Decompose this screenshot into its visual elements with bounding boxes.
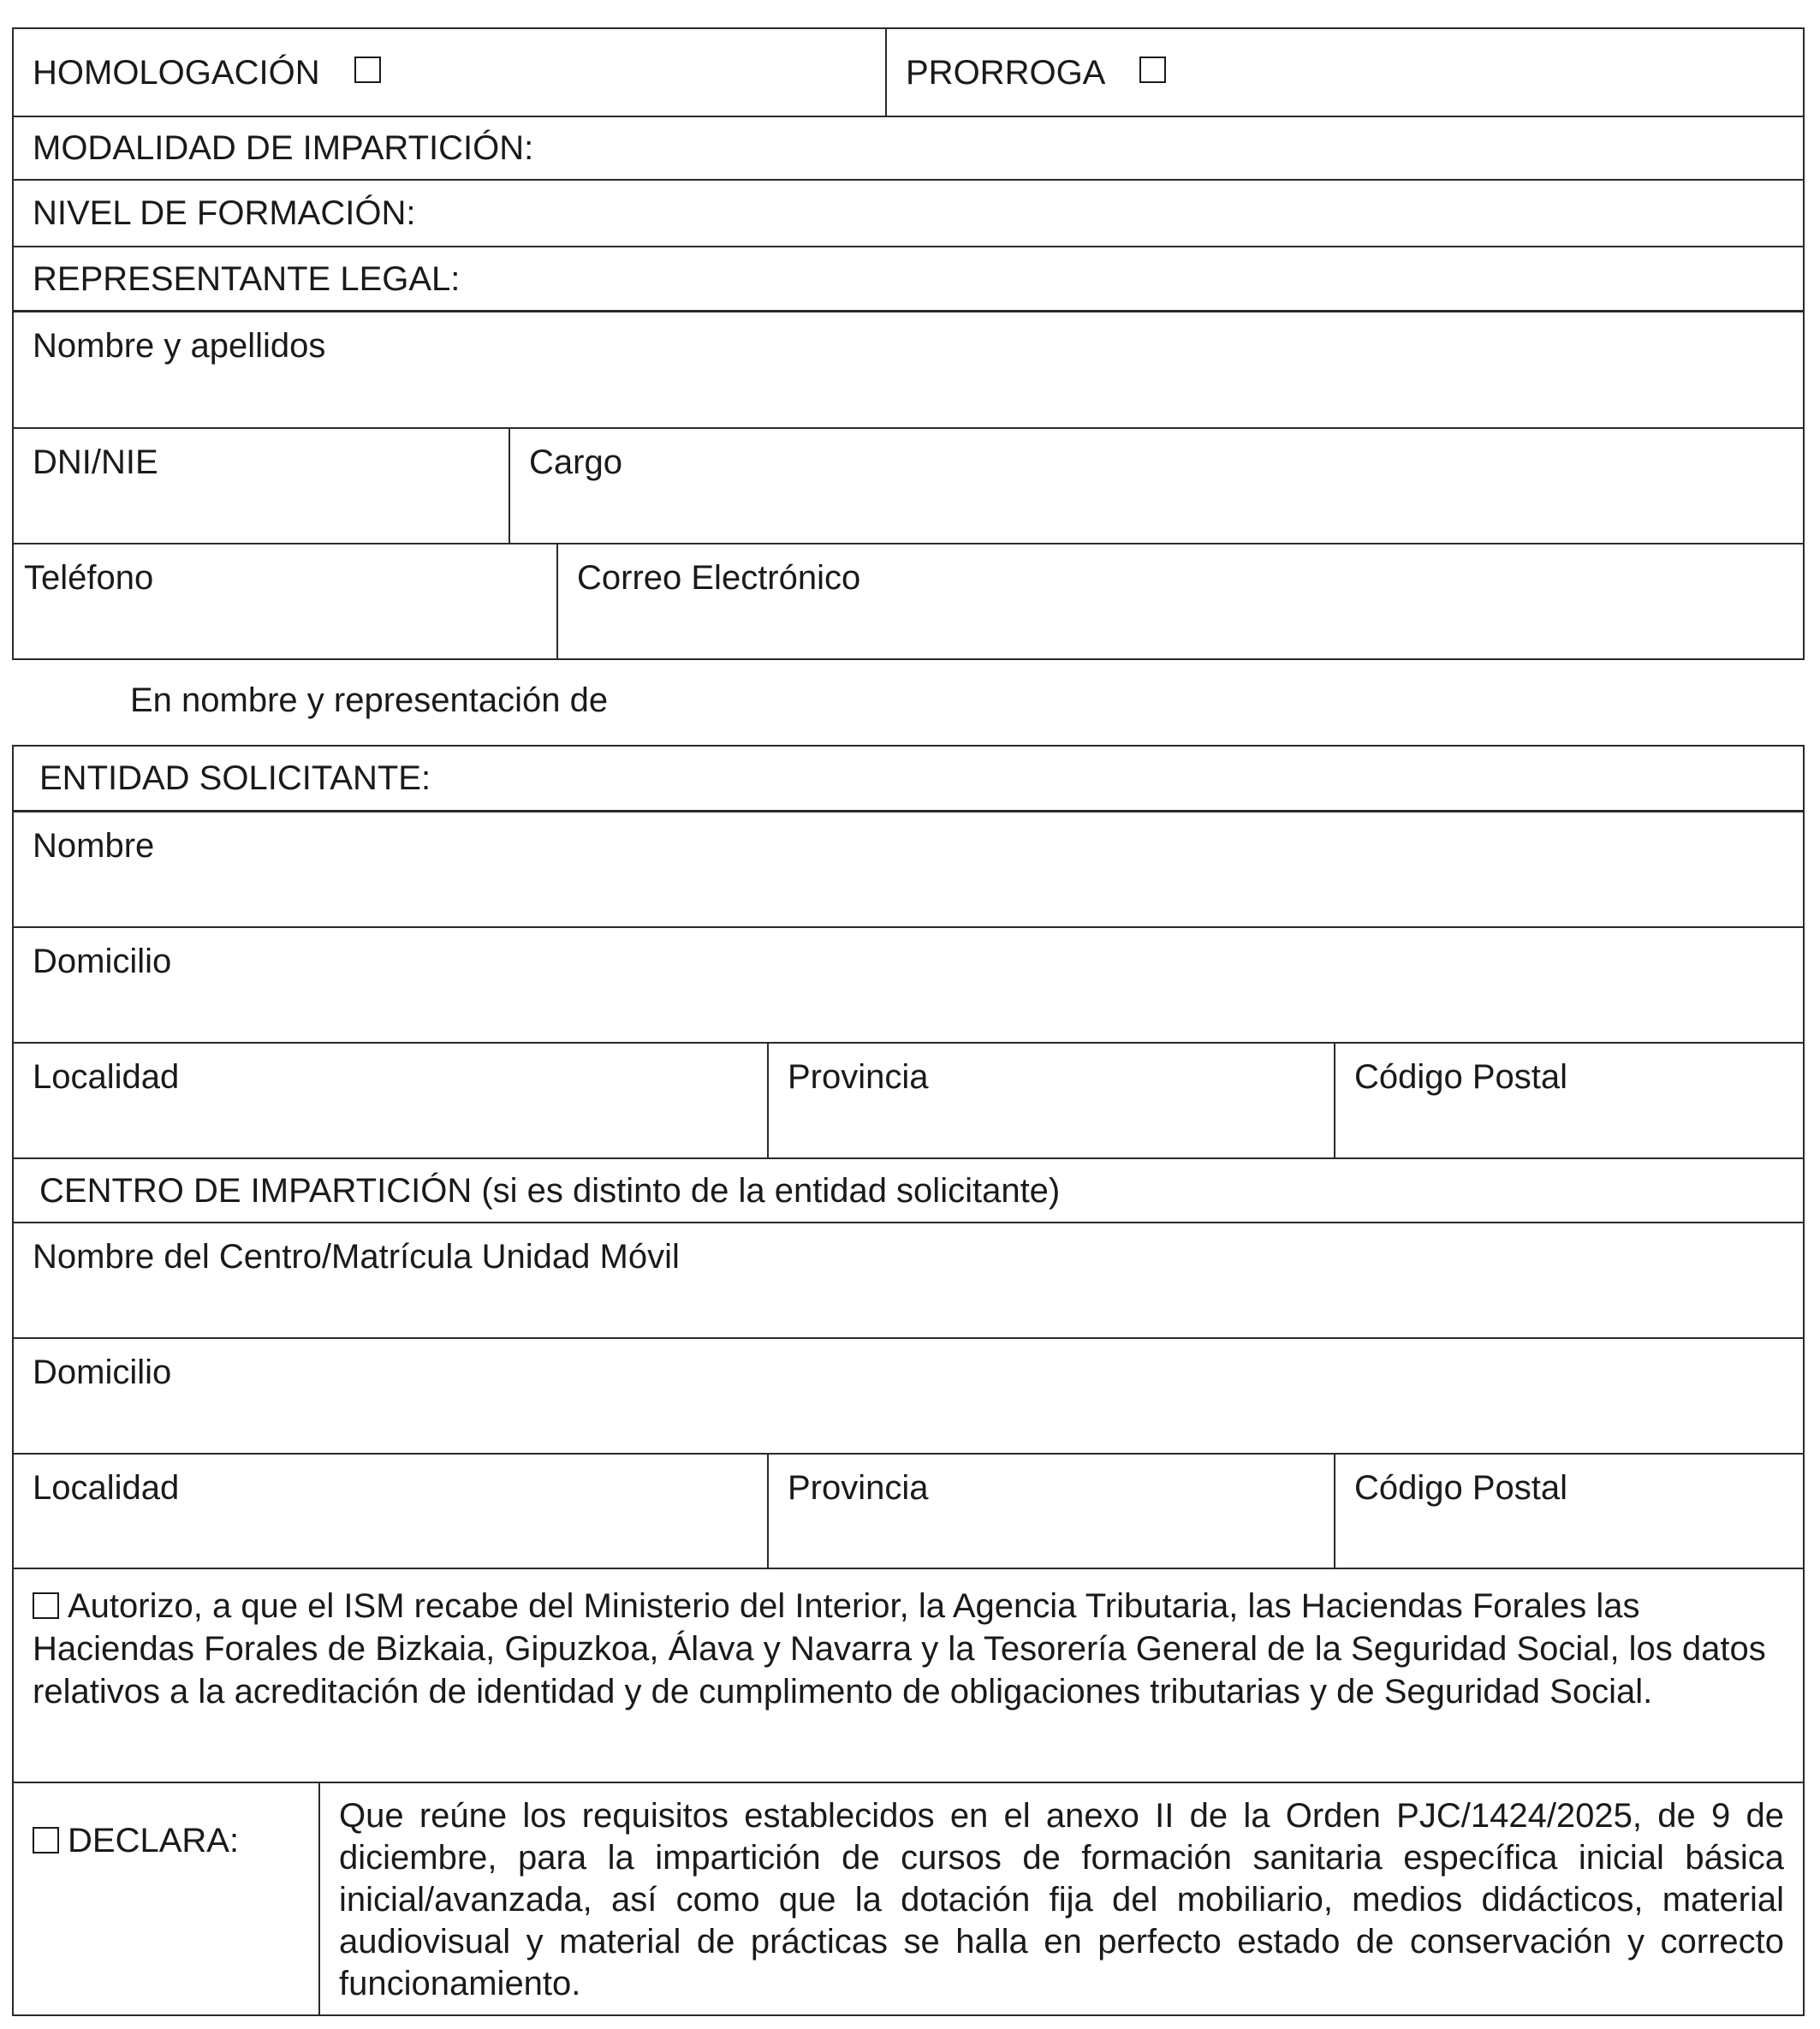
homologacion-checkbox[interactable] (354, 57, 381, 83)
prorroga-checkbox[interactable] (1139, 57, 1166, 83)
tipo-row (14, 29, 1803, 117)
entidad-provincia-field[interactable]: Provincia (767, 1044, 1334, 1157)
rep-nombre-field[interactable]: Nombre y apellidos (33, 327, 326, 365)
entidad-heading-row (14, 747, 1803, 812)
autorizo-checkbox[interactable] (33, 1592, 59, 1619)
centro-domicilio-field[interactable]: Domicilio (33, 1354, 172, 1391)
homologacion-cell (14, 29, 885, 116)
prorroga-cell (885, 29, 1803, 116)
rep-nombre-row (14, 312, 1803, 429)
autorizo-row (14, 1569, 1803, 1783)
entidad-domicilio-field[interactable]: Domicilio (33, 943, 172, 980)
representante-heading-row (14, 247, 1803, 312)
representante-heading: REPRESENTANTE LEGAL: (33, 259, 461, 298)
centro-cp-field[interactable]: Código Postal (1334, 1455, 1803, 1568)
entidad-heading: ENTIDAD SOLICITANTE: (39, 759, 431, 797)
rep-contacto-row (14, 544, 1803, 658)
prorroga-label: PRORROGA (906, 53, 1106, 92)
nivel-label: NIVEL DE FORMACIÓN: (33, 194, 416, 232)
entidad-nombre-row (14, 812, 1803, 928)
autorizo-text: Autorizo, a que el ISM recabe del Ministerio del Interior, la Agencia Tributaria, las Haciendas Forales las Haciendas Forales de Bizkaia, Gipuzkoa, Álava y Navarra y la Tesorería General de la Seguridad Social, los datos relativos a la acreditación de identidad y de cumplimento de obligaciones tributarias y de Seguridad Social. (33, 1587, 1766, 1711)
nivel-row (14, 181, 1803, 247)
centro-heading: CENTRO DE IMPARTICIÓN (si es distinto de la entidad solicitante) (39, 1171, 1061, 1210)
declara-checkbox[interactable] (33, 1827, 59, 1853)
centro-ubicacion-row (14, 1455, 1803, 1569)
centro-nombre-row (14, 1223, 1803, 1339)
centro-provincia-field[interactable]: Provincia (767, 1455, 1334, 1568)
entidad-localidad-field[interactable]: Localidad (33, 1058, 180, 1096)
centro-heading-row (14, 1159, 1803, 1223)
rep-dni-cargo-row (14, 429, 1803, 544)
rep-correo-field[interactable]: Correo Electrónico (556, 544, 1803, 658)
declara-label: DECLARA: (68, 1822, 240, 1859)
declara-cell (14, 1783, 318, 2014)
centro-localidad-field[interactable]: Localidad (33, 1469, 180, 1507)
centro-nombre-field[interactable]: Nombre del Centro/Matrícula Unidad Móvil (33, 1238, 680, 1276)
declara-row (14, 1783, 1803, 2014)
declara-text: Que reúne los requisitos establecidos en el anexo II de la Orden PJC/1424/2025, de 9 de diciembre, para la impartición de cursos de formación sanitaria específica inicial básica inicial/avanzada, así como que la dotación fija del mobiliario, medios didácticos, material audiovisual y material de prácticas se halla en perfecto estado de conservación y correcto funcionamiento. (318, 1783, 1803, 2014)
entidad-table (12, 745, 1805, 2016)
intro-text: En nombre y representación de (130, 681, 609, 719)
homologacion-label: HOMOLOGACIÓN (33, 53, 320, 92)
entidad-cp-field[interactable]: Código Postal (1334, 1044, 1803, 1157)
modalidad-label: MODALIDAD DE IMPARTICIÓN: (33, 129, 534, 167)
modalidad-row (14, 117, 1803, 181)
entidad-nombre-field[interactable]: Nombre (33, 827, 155, 865)
entidad-domicilio-row (14, 928, 1803, 1044)
autorizo-block (14, 1569, 1803, 1782)
entidad-ubicacion-row (14, 1044, 1803, 1159)
rep-dni-field[interactable]: DNI/NIE (33, 443, 158, 481)
centro-domicilio-row (14, 1339, 1803, 1455)
representante-table (12, 27, 1805, 660)
rep-cargo-field[interactable]: Cargo (509, 429, 1803, 543)
rep-telefono-field[interactable]: Teléfono (24, 559, 154, 597)
